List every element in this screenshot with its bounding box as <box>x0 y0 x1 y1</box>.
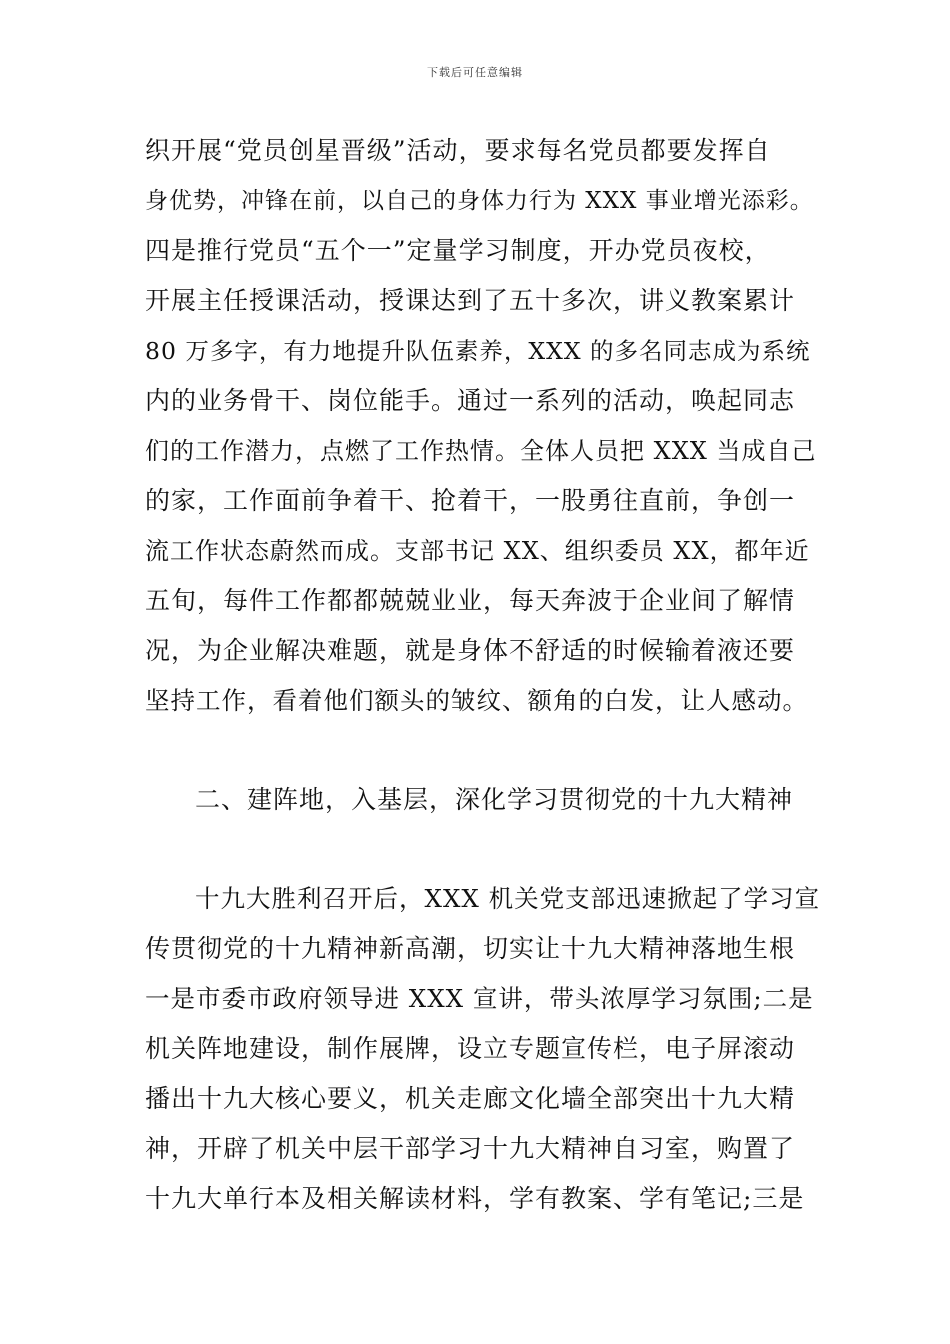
paragraph-line: 十九大单行本及相关解读材料，学有教案、学有笔记;三是 <box>145 1184 805 1213</box>
paragraph-line: 神，开辟了机关中层干部学习十九大精神自习室，购置了 <box>145 1134 796 1163</box>
paragraph-line: 十九大胜利召开后，XXX 机关党支部迅速掀起了学习宣 <box>195 884 821 913</box>
paragraph-line: 织开展“党员创星晋级”活动，要求每名党员都要发挥自 <box>145 136 771 165</box>
paragraph-line: 坚持工作，看着他们额头的皱纹、额角的白发，让人感动。 <box>145 686 808 715</box>
paragraph-line: 一是市委市政府领导进 XXX 宣讲，带头浓厚学习氛围;二是 <box>145 984 814 1013</box>
paragraph-line: 身优势，冲锋在前，以自己的身体力行为 XXX 事业增光添彩。 <box>145 188 814 214</box>
paragraph-line: 的家，工作面前争着干、抢着干，一股勇往直前，争创一 <box>145 486 796 515</box>
section-heading: 二、建阵地，入基层，深化学习贯彻党的十九大精神 <box>195 785 794 814</box>
page-header: 下载后可任意编辑 <box>427 66 523 79</box>
paragraph-line: 四是推行党员“五个一”定量学习制度，开办党员夜校， <box>145 236 771 265</box>
paragraph-line: 80 万多字，有力地提升队伍素养，XXX 的多名同志成为系统 <box>145 337 811 365</box>
paragraph-line: 内的业务骨干、岗位能手。通过一系列的活动，唤起同志 <box>145 386 796 415</box>
paragraph-line: 流工作状态蔚然而成。支部书记 XX、组织委员 XX，都年近 <box>145 537 810 565</box>
paragraph-line: 播出十九大核心要义，机关走廊文化墙全部突出十九大精 <box>145 1084 796 1113</box>
paragraph-line: 况，为企业解决难题，就是身体不舒适的时候输着液还要 <box>145 636 796 665</box>
paragraph-line: 五旬，每件工作都都兢兢业业，每天奔波于企业间了解情 <box>145 586 796 615</box>
paragraph-line: 传贯彻党的十九精神新高潮，切实让十九大精神落地生根 <box>145 934 796 963</box>
paragraph-line: 开展主任授课活动，授课达到了五十多次，讲义教案累计 <box>145 286 796 315</box>
paragraph-line: 们的工作潜力，点燃了工作热情。全体人员把 XXX 当成自己 <box>145 437 817 465</box>
paragraph-line: 机关阵地建设，制作展牌，设立专题宣传栏，电子屏滚动 <box>145 1034 796 1063</box>
